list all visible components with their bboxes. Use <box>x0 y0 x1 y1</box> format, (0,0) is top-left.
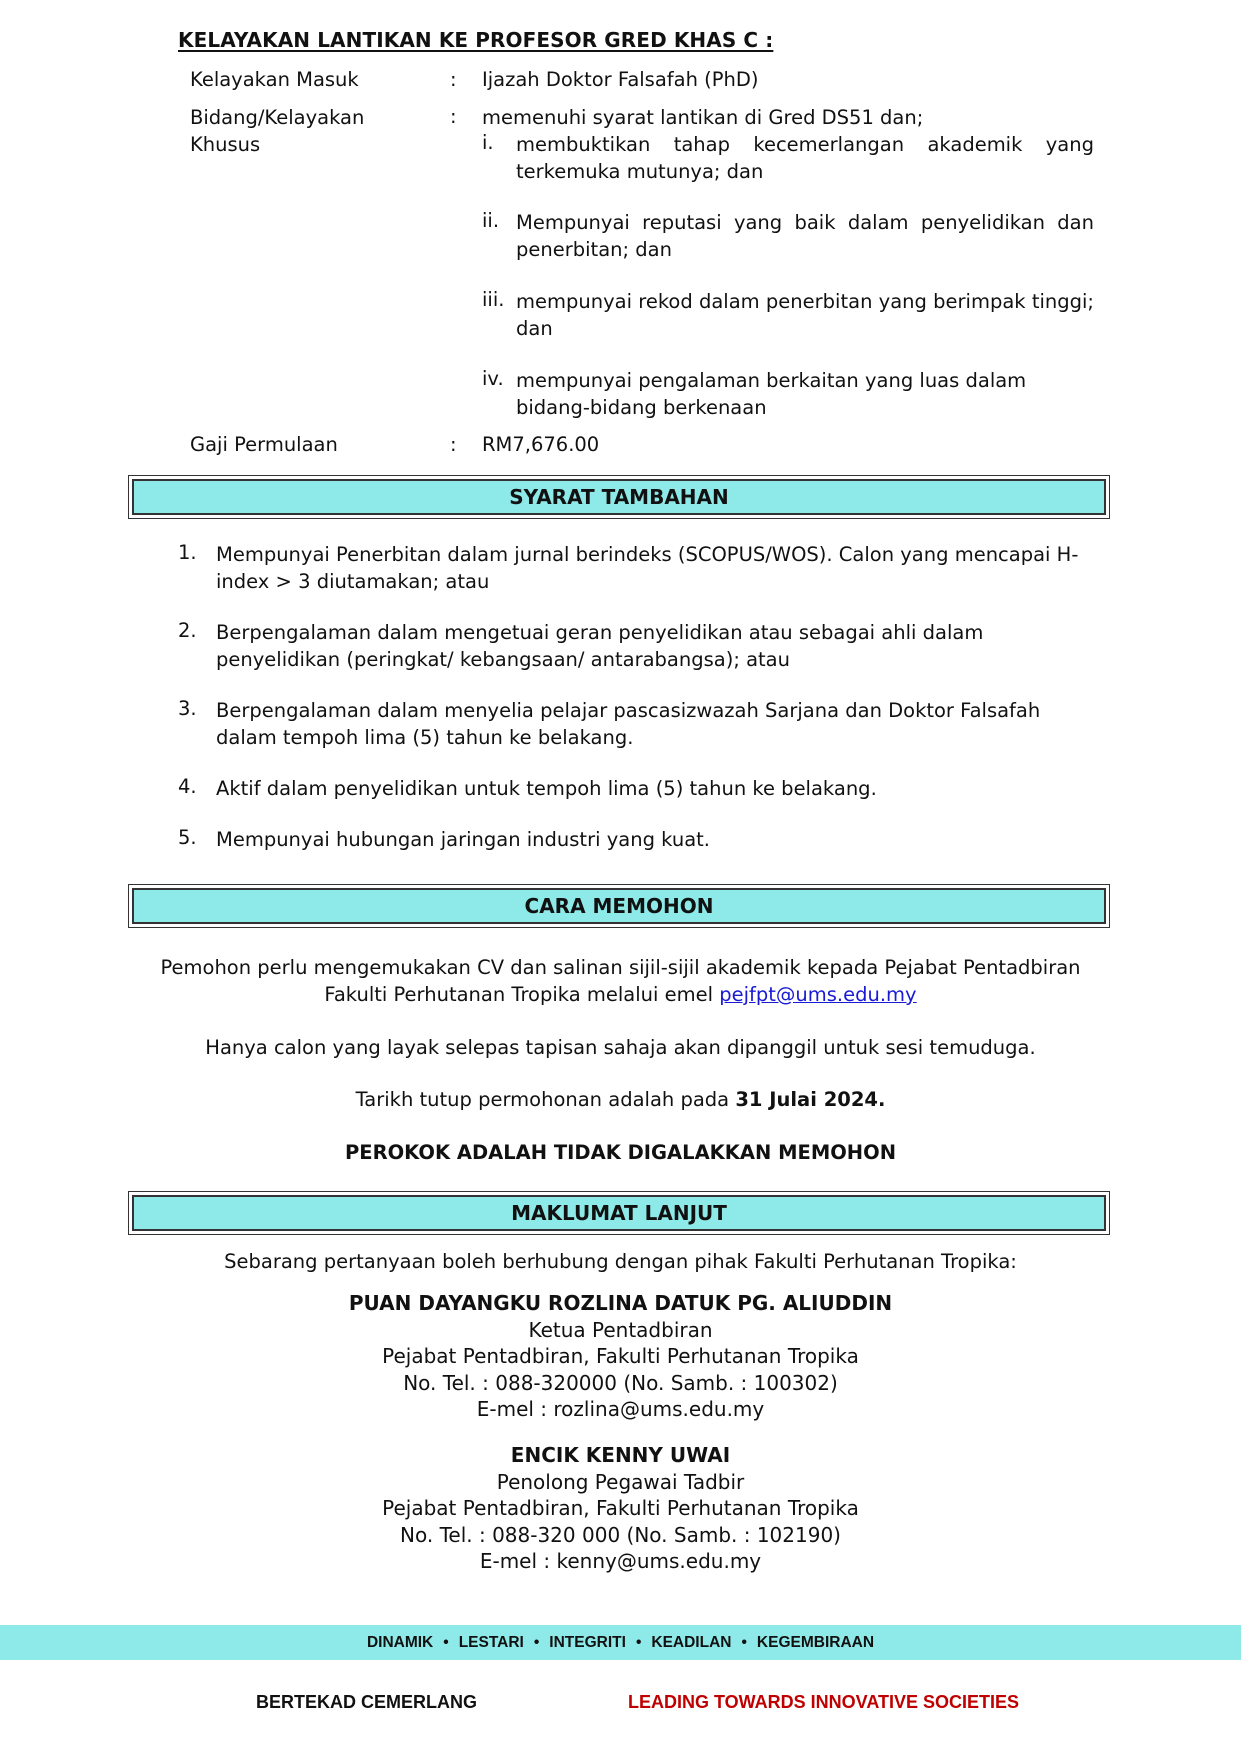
closing-date: 31 Julai 2024. <box>735 1088 886 1111</box>
contact-office: Pejabat Pentadbiran, Fakulti Perhutanan Tropika <box>382 1344 859 1368</box>
how-to-apply-banner <box>128 884 1110 928</box>
additional-requirements-list <box>178 541 1094 877</box>
closing-date-text: Tarikh tutup permohonan adalah pada <box>355 1088 736 1111</box>
contact-phone: No. Tel. : 088-320000 (No. Samb. : 100302) <box>403 1370 838 1395</box>
how-to-apply-heading: CARA MEMOHON <box>132 888 1106 924</box>
requirement-item <box>482 367 1094 421</box>
entry-qualification-value: Ijazah Doktor Falsafah (PhD) <box>482 68 759 91</box>
list-number: 2. <box>178 619 197 642</box>
salary-label: Gaji Permulaan <box>190 433 338 456</box>
entry-qualification-label: Kelayakan Masuk <box>190 68 359 91</box>
field-label <box>190 104 364 158</box>
core-value: LESTARI <box>458 1633 524 1651</box>
apply-instructions <box>0 954 1241 1008</box>
smoker-note: PEROKOK ADALAH TIDAK DIGALAKKAN MEMOHON <box>344 1141 897 1164</box>
motto-english: LEADING TOWARDS INNOVATIVE SOCIETIES <box>628 1692 1020 1712</box>
list-text: Berpengalaman dalam menyelia pelajar pascasizwazah Sarjana dan Doktor Falsafah dalam tempoh lima (5) tahun ke belakang. <box>216 699 1041 749</box>
field-label-line2: Khusus <box>190 133 261 156</box>
requirement-text: mempunyai rekod dalam penerbitan yang berimpak tinggi; dan <box>516 290 1094 340</box>
requirement-text: membuktikan tahap kecemerlangan akademik yang terkemuka mutunya; dan <box>516 133 1094 183</box>
list-item <box>178 826 1094 853</box>
bullet-icon: • <box>533 1633 540 1651</box>
core-value: KEGEMBIRAAN <box>756 1633 875 1651</box>
list-number: 5. <box>178 826 197 849</box>
section-title: KELAYAKAN LANTIKAN KE PROFESOR GRED KHAS C : <box>178 28 774 52</box>
bullet-icon: • <box>741 1633 747 1651</box>
list-number: 4. <box>178 775 197 798</box>
apply-line2-text: Fakulti Perhutanan Tropika melalui emel <box>324 983 720 1006</box>
list-text: Mempunyai hubungan jaringan industri yang kuat. <box>216 828 710 851</box>
core-value: DINAMIK <box>366 1633 434 1651</box>
contact-phone: No. Tel. : 088-320 000 (No. Samb. : 102190) <box>400 1522 841 1547</box>
requirement-item <box>482 131 1094 185</box>
list-text: Aktif dalam penyelidikan untuk tempoh lima (5) tahun ke belakang. <box>216 777 877 800</box>
field-label-line1: Bidang/Kelayakan <box>190 106 365 129</box>
requirement-number: iii. <box>482 288 505 311</box>
separator: : <box>450 433 457 456</box>
bullet-icon: • <box>635 1633 642 1651</box>
contact-email: E-mel : rozlina@ums.edu.my <box>476 1397 765 1421</box>
salary-value: RM7,676.00 <box>482 433 600 456</box>
requirement-item <box>482 288 1094 342</box>
application-email-link[interactable]: pejfpt@ums.edu.my <box>719 983 917 1006</box>
additional-requirements-banner <box>128 475 1110 519</box>
list-text: Mempunyai Penerbitan dalam jurnal berindeks (SCOPUS/WOS). Calon yang mencapai H-index > 3 diutamakan; atau <box>216 543 1079 593</box>
further-info-banner <box>128 1191 1110 1235</box>
list-item <box>178 697 1094 751</box>
closing-date-note <box>0 1088 1241 1111</box>
requirement-number: ii. <box>482 209 500 232</box>
separator: : <box>450 105 457 128</box>
contact-position: Penolong Pegawai Tadbir <box>496 1469 745 1494</box>
further-info-intro: Sebarang pertanyaan boleh berhubung dengan pihak Fakulti Perhutanan Tropika: <box>224 1250 1017 1273</box>
requirement-number: i. <box>482 131 494 154</box>
requirement-number: iv. <box>482 367 504 390</box>
contact-email: E-mel : kenny@ums.edu.my <box>479 1549 762 1573</box>
list-item <box>178 541 1094 595</box>
requirement-text: Mempunyai reputasi yang baik dalam penyelidikan dan penerbitan; dan <box>516 211 1094 261</box>
further-info-heading: MAKLUMAT LANJUT <box>132 1195 1106 1231</box>
field-intro: memenuhi syarat lantikan di Gred DS51 dan; <box>482 106 924 129</box>
list-text: Berpengalaman dalam mengetuai geran penyelidikan atau sebagai ahli dalam penyelidikan (peringkat/ kebangsaan/ antarabangsa); atau <box>216 621 984 671</box>
motto-malay: BERTEKAD CEMERLANG <box>256 1692 478 1712</box>
contact-card <box>0 1290 1241 1423</box>
list-item <box>178 775 1094 802</box>
contact-card <box>0 1442 1241 1575</box>
list-item <box>178 619 1094 673</box>
shortlist-note: Hanya calon yang layak selepas tapisan sahaja akan dipanggil untuk sesi temuduga. <box>205 1036 1036 1059</box>
additional-requirements-heading: SYARAT TAMBAHAN <box>132 479 1106 515</box>
separator: : <box>450 68 457 91</box>
list-number: 1. <box>178 541 197 564</box>
contact-office: Pejabat Pentadbiran, Fakulti Perhutanan Tropika <box>382 1496 859 1520</box>
apply-line2 <box>0 981 1241 1008</box>
core-value: INTEGRITI <box>549 1633 626 1651</box>
contact-name: PUAN DAYANGKU ROZLINA DATUK PG. ALIUDDIN <box>348 1291 893 1315</box>
apply-line1: Pemohon perlu mengemukakan CV dan salinan sijil-sijil akademik kepada Pejabat Pentadbiran <box>160 956 1081 979</box>
core-values-band <box>0 1625 1241 1660</box>
contact-name: ENCIK KENNY UWAI <box>510 1443 731 1467</box>
requirement-text: mempunyai pengalaman berkaitan yang luas dalam bidang-bidang berkenaan <box>516 369 1027 419</box>
core-value: KEADILAN <box>651 1633 732 1651</box>
contact-position: Ketua Pentadbiran <box>528 1317 713 1342</box>
requirement-item <box>482 209 1094 263</box>
bullet-icon: • <box>443 1633 449 1651</box>
list-number: 3. <box>178 697 197 720</box>
